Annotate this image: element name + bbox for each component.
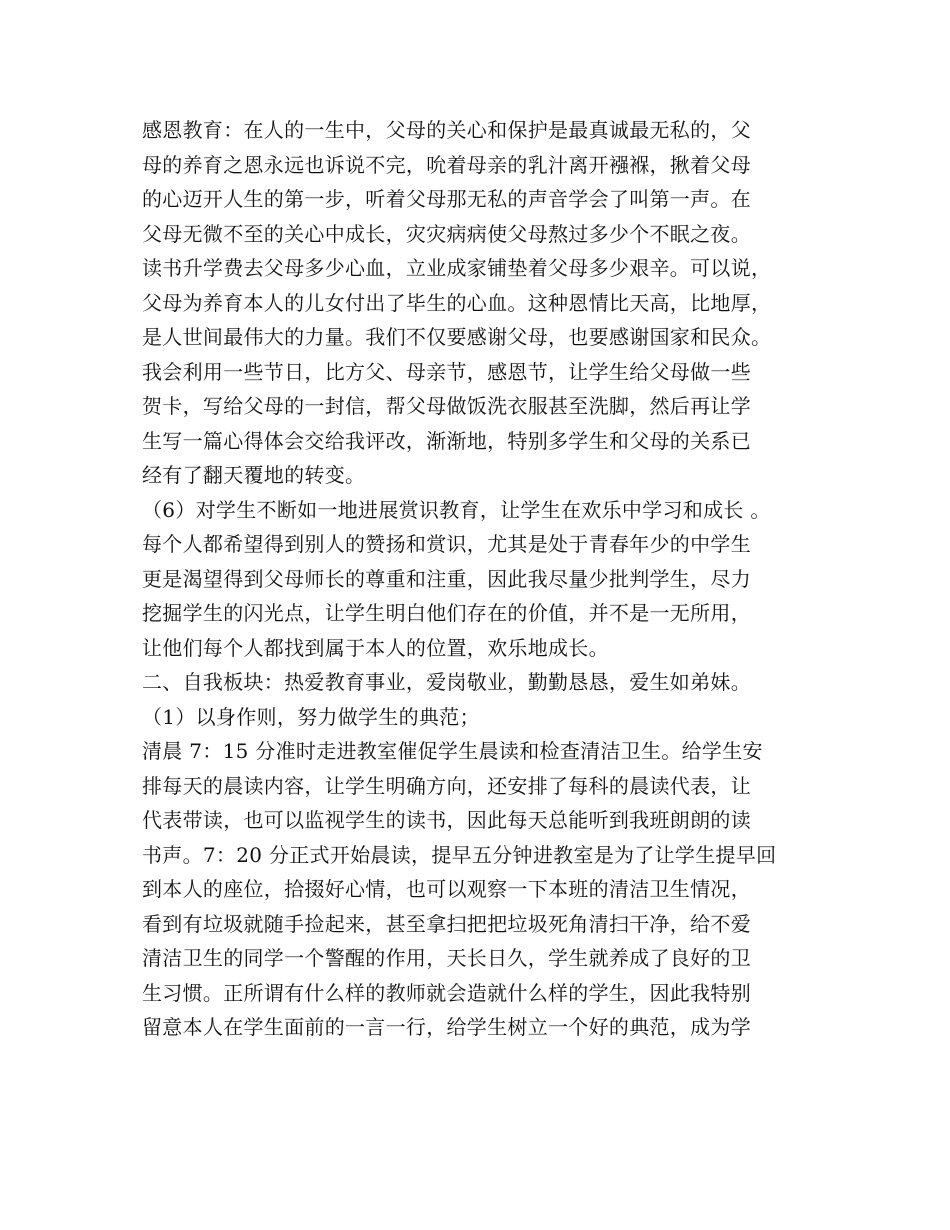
text-line: 清洁卫生的同学一个警醒的作用，天长日久，学生就养成了良好的卫: [142, 946, 751, 970]
text-line: 代表带读，也可以监视学生的读书，因此每天总能听到我班朗朗的读: [142, 808, 751, 832]
text-line: 留意本人在学生面前的一言一行，给学生树立一个好的典范，成为学: [142, 1015, 751, 1039]
text-line: 经有了翻天覆地的转变。: [142, 463, 366, 487]
text-line: 母的养育之恩永远也诉说不完，吮着母亲的乳汁离开襁褓，揪着父母: [142, 152, 751, 177]
text-line: 生习惯。正所谓有什么样的教师就会造就什么样的学生，因此我特别: [142, 980, 751, 1005]
text-line: 生写一篇心得体会交给我评改，渐渐地，特别多学生和父母的关系已: [142, 428, 751, 453]
text-line: 挖掘学生的闪光点，让学生明白他们存在的价值，并不是一无所用，: [142, 601, 751, 625]
text-line: 父母为养育本人的儿女付出了毕生的心血。这种恩情比天高，比地厚，: [142, 290, 772, 315]
text-line: 贺卡，写给父母的一封信，帮父母做饭洗衣服甚至洗脚，然后再让学: [142, 394, 751, 418]
text-line: 的心迈开人生的第一步，听着父母那无私的声音学会了叫第一声。在: [142, 187, 751, 211]
text-line: 更是渴望得到父母师长的尊重和注重，因此我尽量少批判学生，尽力: [142, 566, 751, 591]
subsection-heading: （1）以身作则，努力做学生的典范；: [142, 704, 480, 729]
text-line: 到本人的座位，拾掇好心情，也可以观察一下本班的清洁卫生情况，: [142, 877, 751, 901]
text-line: 书声。7：20 分正式开始晨读，提早五分钟进教室是为了让学生提早回: [142, 842, 777, 867]
text-line: 读书升学费去父母多少心血，立业成家铺垫着父母多少艰辛。可以说，: [142, 256, 772, 280]
text-line: 清晨 7：15 分准时走进教室催促学生晨读和检查清洁卫生。给学生安: [142, 739, 763, 763]
text-line: 排每天的晨读内容，让学生明确方向，还安排了每科的晨读代表，让: [142, 773, 751, 798]
text-line: 感恩教育：在人的一生中，父母的关心和保护是最真诚最无私的，父: [142, 118, 751, 142]
section-heading: 二、自我板块：热爱教育事业，爱岗敬业，勤勤恳恳，爱生如弟妹。: [142, 670, 751, 694]
text-line: 父母无微不至的关心中成长，灾灾病病使父母熬过多少个不眠之夜。: [142, 221, 751, 246]
text-line: 看到有垃圾就随手捡起来，甚至拿扫把把垃圾死角清扫干净，给不爱: [142, 911, 751, 936]
text-line: 每个人都希望得到别人的赞扬和赏识，尤其是处于青春年少的中学生: [142, 532, 751, 556]
text-line: 是人世间最伟大的力量。我们不仅要感谢父母，也要感谢国家和民众。: [142, 325, 772, 349]
text-line: （6）对学生不断如一地进展赏识教育，让学生在欢乐中学习和成长 。: [142, 497, 771, 522]
text-line: 我会利用一些节日，比方父、母亲节，感恩节，让学生给父母做一些: [142, 359, 751, 384]
document-body: [142, 113, 822, 1045]
text-line: 让他们每个人都找到属于本人的位置，欢乐地成长。: [142, 635, 609, 660]
